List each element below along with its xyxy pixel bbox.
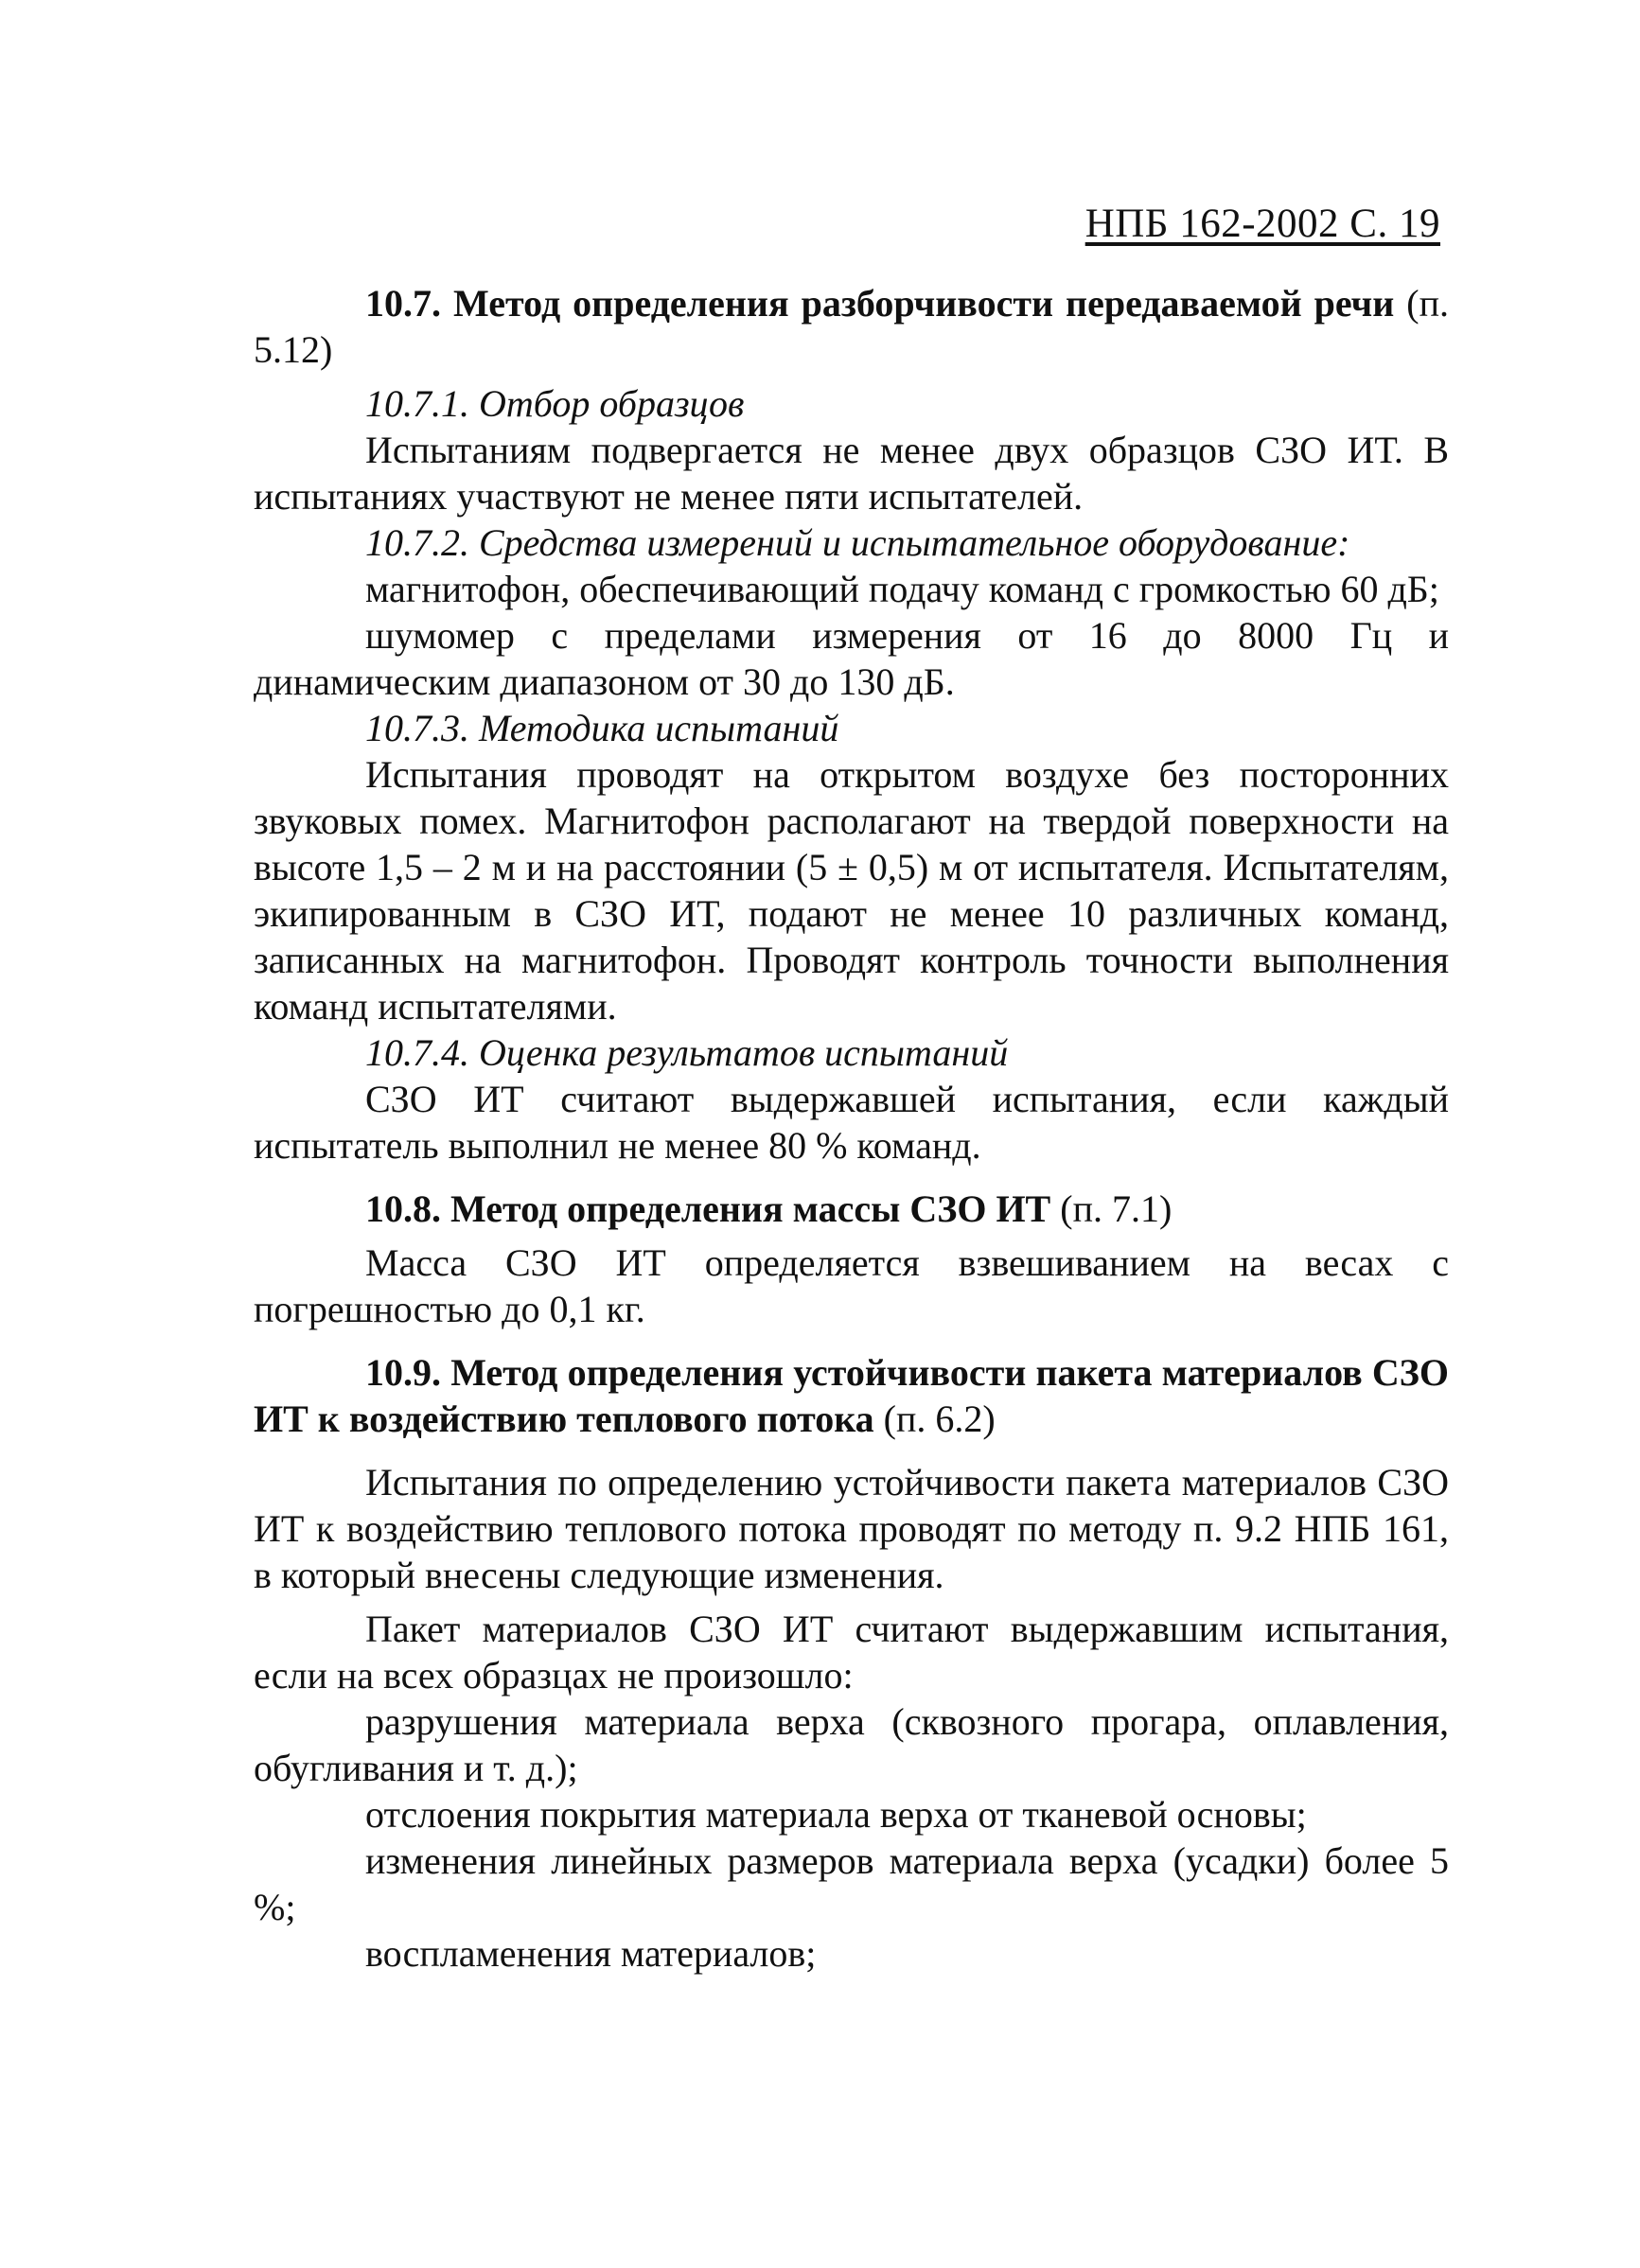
section-10-8-heading — [254, 1186, 1449, 1232]
subsection-10-7-1-text: Испытаниям подвергается не менее двух образцов СЗО ИТ. В испытаниях участвуют не менее пяти испытателей. — [254, 429, 1449, 518]
condition-item-delamination: отслоения покрытия материала верха от тканевой основы; — [365, 1793, 1307, 1836]
subsection-10-7-3-text: Испытания проводят на открытом воздухе без посторонних звуковых помех. Магнитофон располагают на твердой поверхности на высоте 1,5 – 2 м и на расстоянии (5 ± 0,5) м от испытателя. Испытателям, экипированным в СЗО ИТ, подают не менее 10 различных команд, записанных на магнитофон. Проводят контроль точности выполнения команд испытателями. — [254, 753, 1449, 1028]
page-header: НПБ 162-2002 С. 19 — [1085, 202, 1440, 246]
section-10-9-ref: (п. 6.2) — [873, 1398, 996, 1440]
subsection-10-7-1-title: 10.7.1. Отбор образцов — [365, 382, 745, 425]
section-10-8-title: 10.8. Метод определения массы СЗО ИТ — [365, 1187, 1051, 1230]
equipment-item-recorder: магнитофон, обеспечивающий подачу команд с громкостью 60 дБ; — [365, 568, 1439, 610]
section-10-9-text-1: Испытания по определению устойчивости пакета материалов СЗО ИТ к воздействию теплового потока проводят по методу п. 9.2 НПБ 161, в который внесены следующие изменения. — [254, 1461, 1449, 1596]
section-10-7-heading — [254, 280, 1449, 373]
subsection-10-7-4-text: СЗО ИТ считают выдержавшей испытания, если каждый испытатель выполнил не менее 80 % команд. — [254, 1078, 1449, 1167]
subsection-10-7-4-title: 10.7.4. Оценка результатов испытаний — [365, 1031, 1009, 1074]
section-10-8-text: Масса СЗО ИТ определяется взвешиванием на весах с погрешностью до 0,1 кг. — [254, 1241, 1449, 1330]
subsection-10-7-2-title: 10.7.2. Средства измерений и испытательное оборудование: — [365, 521, 1350, 564]
section-10-8-ref: (п. 7.1) — [1050, 1187, 1173, 1230]
section-10-9-heading — [254, 1349, 1449, 1442]
page-content — [254, 280, 1449, 1977]
section-10-7-title: 10.7. Метод определения разборчивости передаваемой речи — [365, 282, 1395, 325]
equipment-item-sound-meter: шумомер с пределами измерения от 16 до 8000 Гц и динамическим диапазоном от 30 до 130 дБ. — [254, 614, 1449, 703]
section-10-9-title: 10.9. Метод определения устойчивости пакета материалов СЗО ИТ к воздействию теплового потока — [254, 1351, 1449, 1440]
condition-item-ignition: воспламенения материалов; — [365, 1932, 817, 1975]
condition-item-shrinkage: изменения линейных размеров материала верха (усадки) более 5 %; — [254, 1839, 1449, 1928]
section-10-7-ref: (п. 5.12) — [254, 282, 1449, 371]
condition-item-destruction: разрушения материала верха (сквозного прогара, оплавления, обугливания и т. д.); — [254, 1700, 1449, 1789]
section-10-9-text-2: Пакет материалов СЗО ИТ считают выдержавшим испытания, если на всех образцах не произошло: — [254, 1608, 1449, 1697]
subsection-10-7-3-title: 10.7.3. Методика испытаний — [365, 707, 839, 749]
